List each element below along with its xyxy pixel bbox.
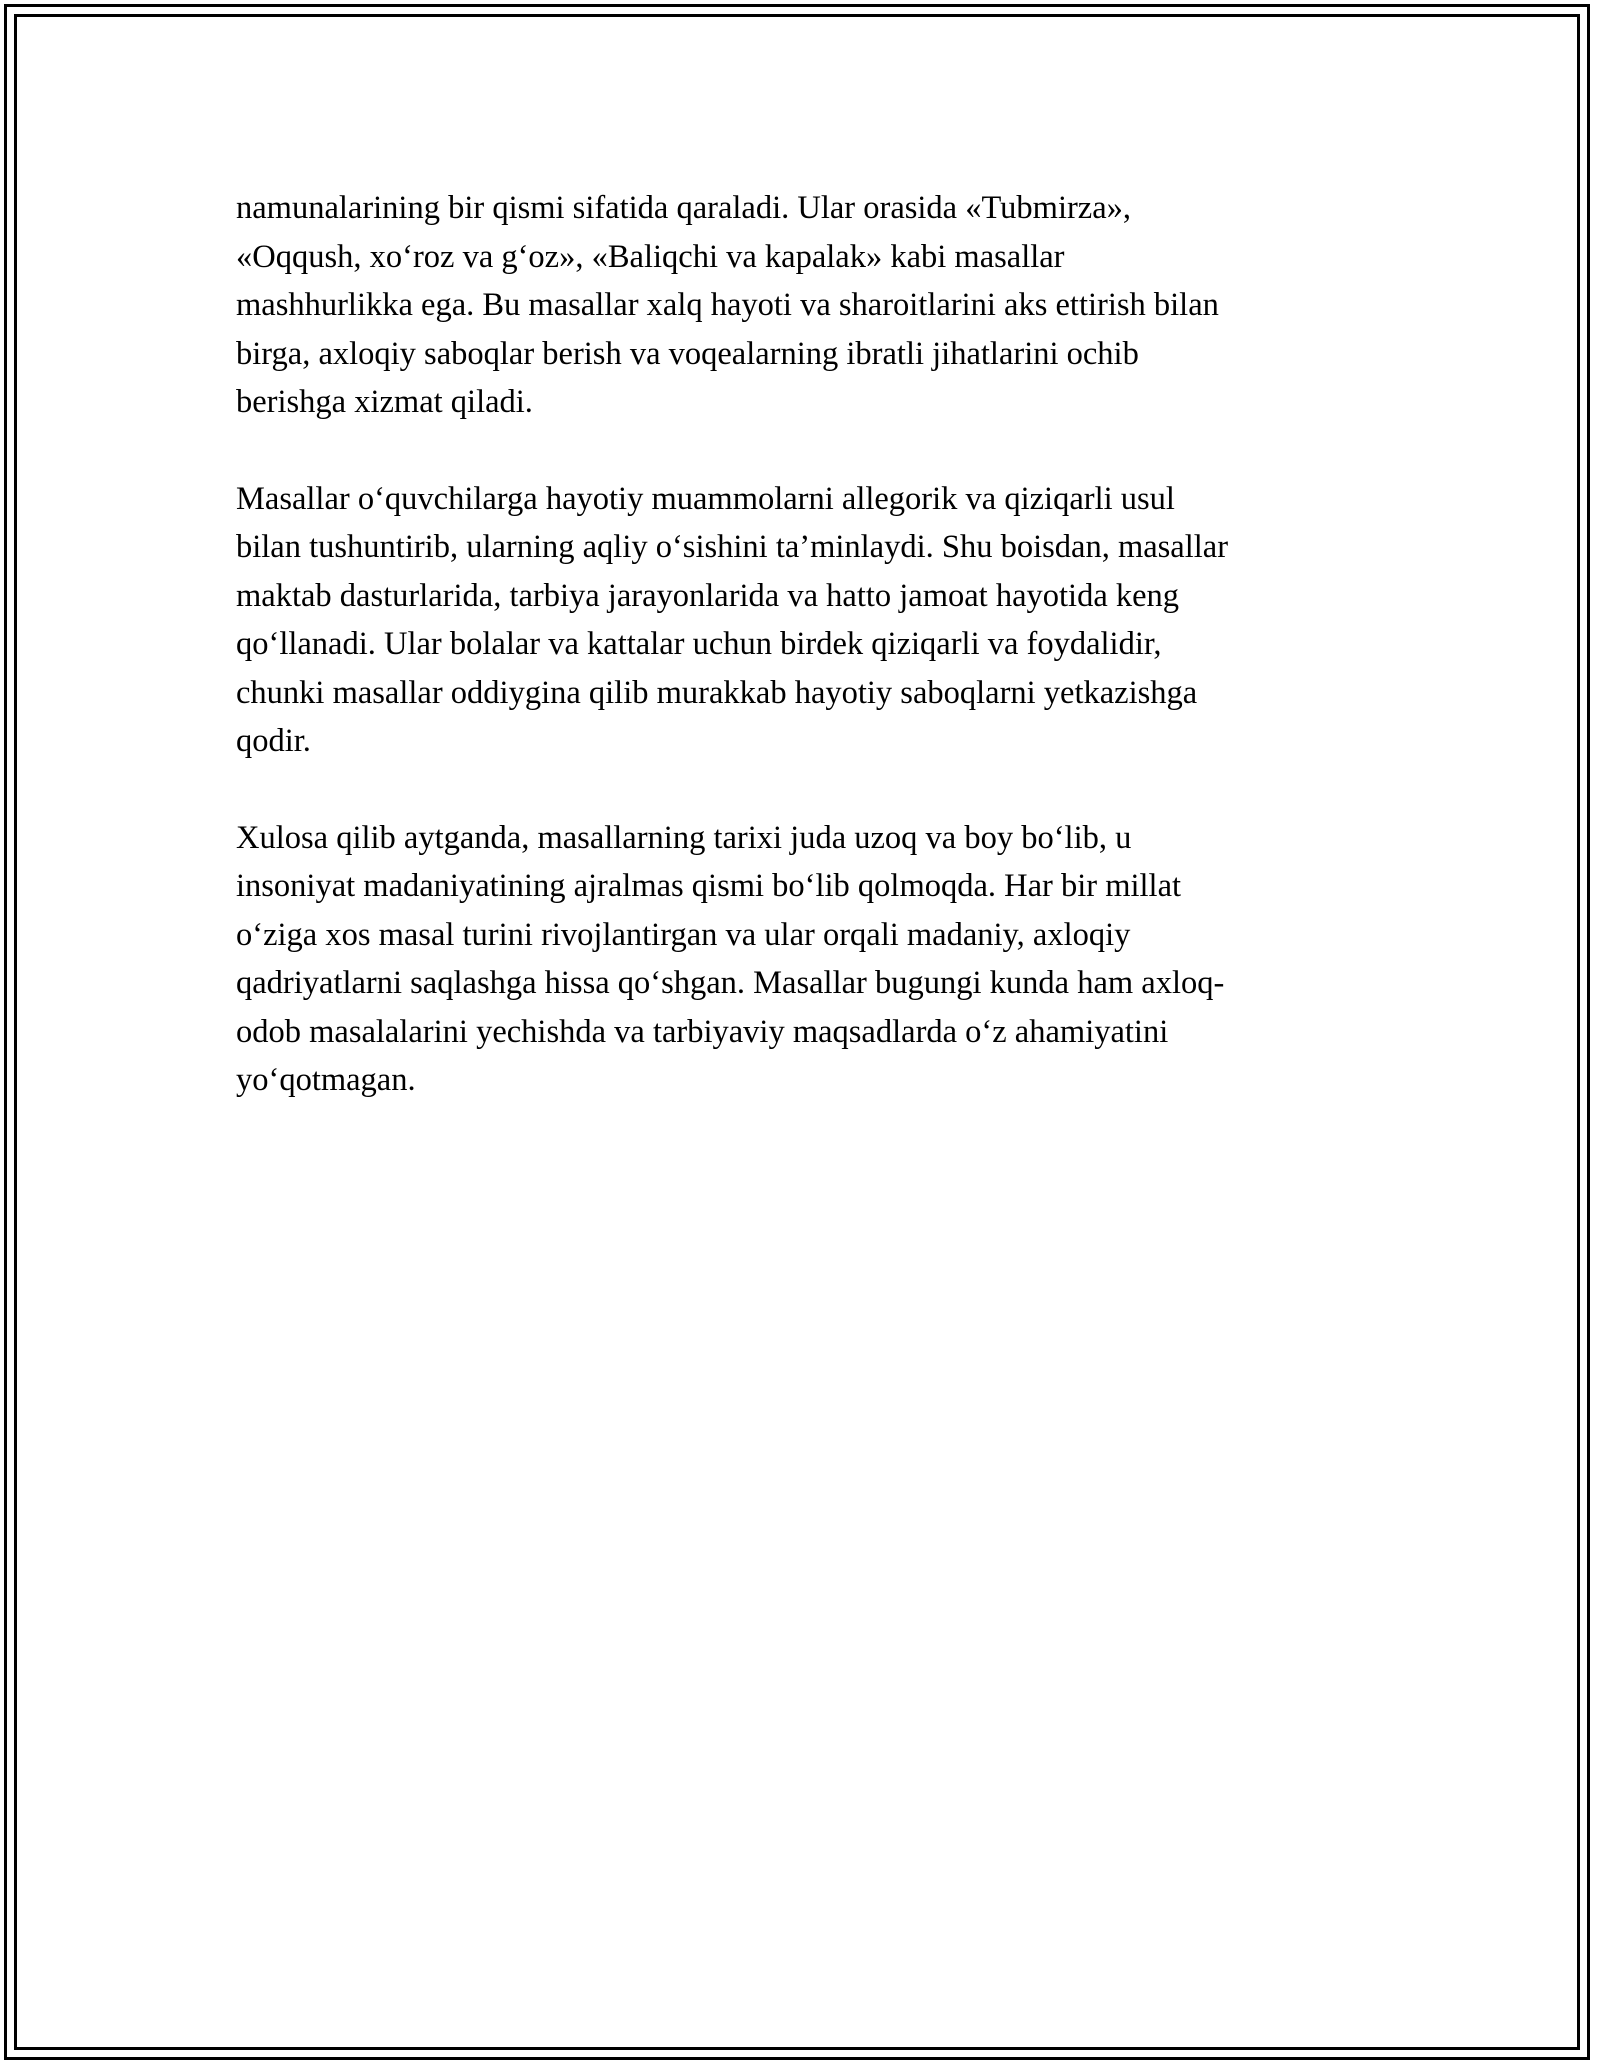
text-line: bilan tushuntirib, ularning aqliy o‘sishini ta’minlaydi. Shu boisdan, masallar	[236, 529, 1229, 565]
text-line: qadriyatlarni saqlashga hissa qo‘shgan. Masallar bugungi kunda ham axloq-	[236, 965, 1225, 1001]
text-line: insoniyat madaniyatining ajralmas qismi bo‘lib qolmoqda. Har bir millat	[236, 868, 1182, 904]
paragraph-3	[236, 814, 1360, 1105]
text-line: Masallar o‘quvchilarga hayotiy muammolarni allegorik va qiziqarli usul	[236, 480, 1175, 517]
text-line: chunki masallar oddiygina qilib murakkab hayotiy saboqlarni yetkazishga	[236, 674, 1198, 711]
document-body	[236, 184, 1360, 1153]
text-line: maktab dasturlarida, tarbiya jarayonlarida va hatto jamoat hayotida keng	[236, 577, 1180, 614]
text-line: Xulosa qilib aytganda, masallarning tarixi juda uzoq va boy bo‘lib, u	[236, 819, 1132, 856]
text-line: «Oqqush, xo‘roz va g‘oz», «Baliqchi va kapalak» kabi masallar	[236, 238, 1065, 275]
text-line: berishga xizmat qiladi.	[236, 384, 533, 420]
paragraph-1	[236, 184, 1360, 427]
text-line: namunalarining bir qismi sifatida qaraladi. Ular orasida «Tubmirza»,	[236, 190, 1132, 226]
text-line: qo‘llanadi. Ular bolalar va kattalar uchun birdek qiziqarli va foydalidir,	[236, 626, 1162, 662]
text-line: odob masalalarini yechishda va tarbiyaviy maqsadlarda o‘z ahamiyatini	[236, 1013, 1169, 1050]
text-line: o‘ziga xos masal turini rivojlantirgan va ular orqali madaniy, axloqiy	[236, 916, 1131, 953]
paragraph-2	[236, 475, 1360, 766]
text-line: qodir.	[236, 723, 311, 759]
text-line: birga, axloqiy saboqlar berish va voqealarning ibratli jihatlarini ochib	[236, 335, 1139, 372]
text-line: yo‘qotmagan.	[236, 1062, 416, 1098]
text-line: mashhurlikka ega. Bu masallar xalq hayoti va sharoitlarini aks ettirish bilan	[236, 287, 1219, 323]
